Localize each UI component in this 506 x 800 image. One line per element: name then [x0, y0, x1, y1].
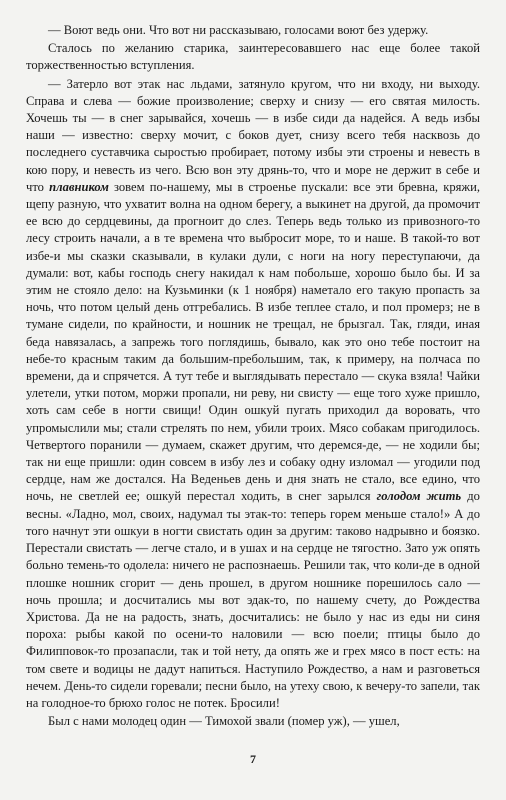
page-number: 7 [250, 752, 256, 766]
paragraph: — Воют ведь они. Что вот ни рассказываю, голосами воют без удержу. [48, 23, 429, 37]
paragraph: Был с нами молодец один — Тимохой звали (помер уж), — ушел, [48, 714, 400, 729]
text-page [26, 22, 480, 730]
emphasis-word: плавником [49, 179, 109, 194]
paragraph: Сталось по желанию старика, заинтересовавшего нас еще более такой торжественностью вступления. [26, 41, 480, 73]
emphasis-word: голодом жить [376, 489, 462, 504]
paragraph: — Затерло вот этак нас льдами, затянуло кругом, что ни входу, ни выходу. Справа и слева — божие произволение; сверху и снизу — его святая милость. Хочешь ты — в снег зарывайся, хочешь — в избе сиди да надейся. А ведь избы наши — известно: сверху мочит, с боков дует, снизу всего тебя насквозь до последнего суставчика сыростью пробирает, потому избы эти строены и невесть в кою пору, и невесть из чего. Всю вон эту дрянь-то, что и море не держит в себе и что плавником зовем по-нашему, мы в строенье пускали: все эти бревна, кряжи, щепу разную, что ухватит волна на одном берегу, а выкинет на другой, да промочит ее всю до сердцевины, да прогноит до слез. Теперь ведь только из привозного-то лесу строить начали, а в те времена что выбросит море, то и наше. В такой-то вот избе-и мы сказки сказывали, в кулаки дули, с ноги на ногу переступаючи, да думали: вот, кабы господь снегу накидал к нам побольше, хорошо было бы. И за этим не стояло дело: на Кузьминки (к 1 ноября) наметало его такую пропасть за ночь, что потом целый день отгребались. В избе теплее стало, и пол промерз; не в тумане сидели, по крайности, и ношник не трещал, не брызгал. Так, гляди, иная беда навязалась, а запрежь того поглядишь, бывало, как это оно тебе постоит на небе-то красным таким да большим-пребольшим, так, к примеру, на полчаса по времени, да и спрячется. А тут тебе и выглядывать перестало — скука взяла! Чайки улетели, утки потом, моржи пропали, ни реву, ни свисту — еще того хуже пришло, хоть сам себе в ногти свищи! Один ошкуй пугать приходил да воровать, что упромыслили мы; стали стрелять по нем, убили троих. Мясо собакам пригодилось. Четвертого поранили — думаем, скажет другим, что деремся-де, — не ходили бы; так ни еще пришли: один совсем в избу лез и собаку одну изломал — угодили под сердце, нам же достался. На Веденьев день и дня знать не стало, все едино, что ночь, не светлей ее; ошкуй перестал ходить, в снег зарылся голодом жить до весны. «Ладно, мол, своих, надумал ты этак-то: теперь горем меньше стало!» А до того начнут эти ошкуи в ногти свистать один за другим: таково надрывно и боязко. Перестали свистать — легче стало, и в ушах и на сердце не тягостно. Зато уж опять больно темень-то одолела: ничего не распознаешь. Решили так, что коли-де в одной плошке ношник сгорит — день прошел, в другом ношнике порешилось сало — ночь прошла; и досчитались мы вот эдак-то, по нашему счету, до Рождества Христова. Да не на радость, знать, досчитались: не было у нас из еды ни синя пороха: рыбы какой по осени-то наловили — всю поели; птицы было до Филипповок-то прозапасли, так и той нету, да опять же и грех мясо в пост есть: на том свете и водицы не дадут напиться. Наступило Рождество, а нам и разговеться нечем. День-то сидели горевали; песни было, на утеху свою, к вечеру-то запели, так на голодное-то брюхо голос не потек. Бросили! [26, 76, 480, 710]
